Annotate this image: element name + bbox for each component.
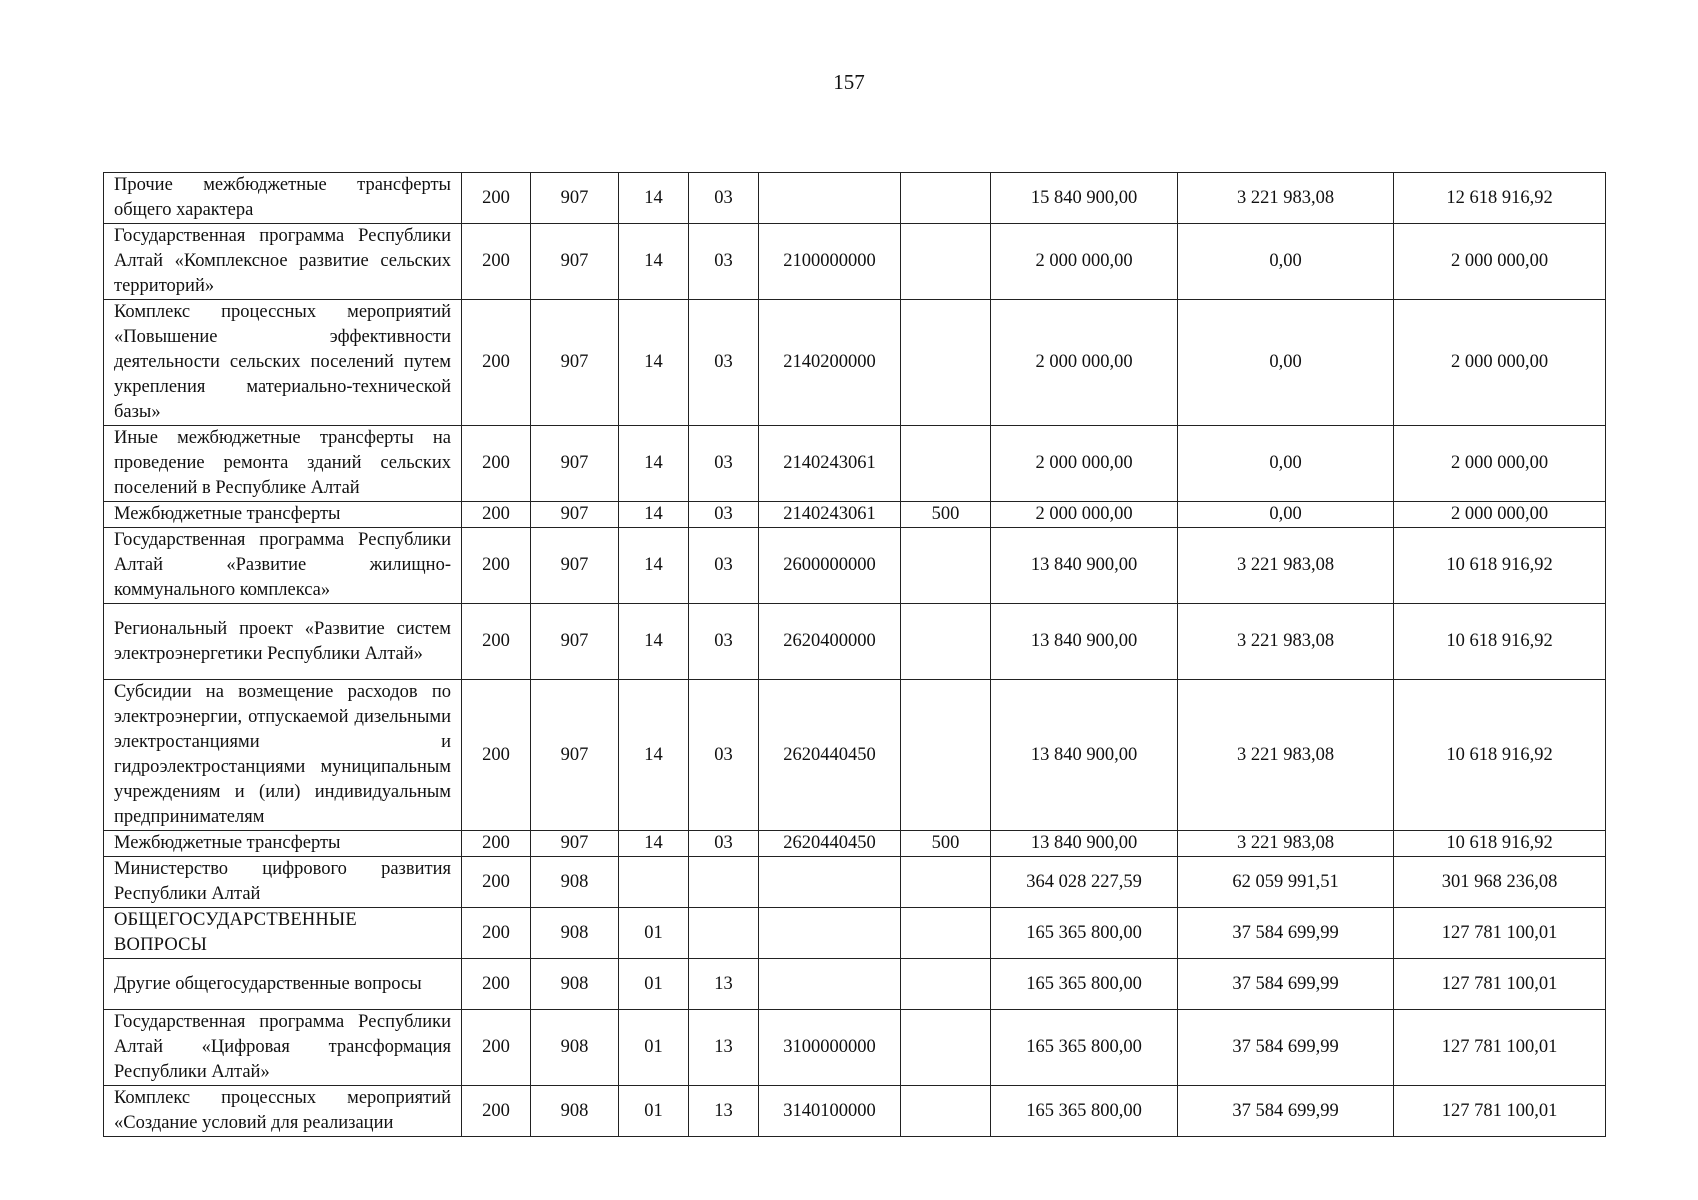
code-ministry: 907 [531,224,619,300]
amount-planned: 2 000 000,00 [991,300,1178,426]
amount-planned: 165 365 800,00 [991,1086,1178,1137]
table-row [104,959,1606,1010]
code-ministry: 907 [531,831,619,857]
code-section: 01 [619,908,689,959]
amount-planned: 165 365 800,00 [991,959,1178,1010]
row-name: Министерство цифрового развития Республики Алтай [104,857,462,908]
code-admin: 200 [462,857,531,908]
table-row [104,908,1606,959]
code-expense-type [901,680,991,831]
code-subsection: 13 [689,1010,759,1086]
code-expense-type [901,604,991,680]
table-row [104,502,1606,528]
amount-executed: 3 221 983,08 [1178,173,1394,224]
row-name: Региональный проект «Развитие систем электроэнергетики Республики Алтай» [104,604,462,680]
amount-remaining: 12 618 916,92 [1394,173,1606,224]
amount-remaining: 127 781 100,01 [1394,1086,1606,1137]
code-ministry: 907 [531,528,619,604]
code-expense-type [901,908,991,959]
code-admin: 200 [462,908,531,959]
code-ministry: 908 [531,1010,619,1086]
code-subsection: 03 [689,831,759,857]
code-ministry: 908 [531,857,619,908]
table-row [104,173,1606,224]
code-target [759,857,901,908]
amount-remaining: 2 000 000,00 [1394,426,1606,502]
code-target: 2620440450 [759,680,901,831]
code-admin: 200 [462,528,531,604]
amount-remaining: 2 000 000,00 [1394,502,1606,528]
code-section: 14 [619,680,689,831]
table-row [104,1086,1606,1137]
code-admin: 200 [462,300,531,426]
amount-planned: 13 840 900,00 [991,831,1178,857]
amount-remaining: 301 968 236,08 [1394,857,1606,908]
code-target: 2620400000 [759,604,901,680]
code-subsection: 03 [689,680,759,831]
code-subsection: 03 [689,300,759,426]
code-admin: 200 [462,224,531,300]
amount-planned: 165 365 800,00 [991,1010,1178,1086]
code-ministry: 908 [531,908,619,959]
row-name: Государственная программа Республики Алтай «Комплексное развитие сельских территорий» [104,224,462,300]
code-expense-type [901,1010,991,1086]
code-expense-type [901,224,991,300]
amount-remaining: 10 618 916,92 [1394,831,1606,857]
code-expense-type: 500 [901,831,991,857]
code-section: 14 [619,831,689,857]
code-subsection: 13 [689,959,759,1010]
code-target: 2100000000 [759,224,901,300]
amount-executed: 3 221 983,08 [1178,680,1394,831]
code-target [759,908,901,959]
code-section: 14 [619,604,689,680]
code-admin: 200 [462,1086,531,1137]
code-subsection: 03 [689,528,759,604]
table-row [104,300,1606,426]
amount-remaining: 127 781 100,01 [1394,1010,1606,1086]
amount-remaining: 10 618 916,92 [1394,680,1606,831]
amount-executed: 37 584 699,99 [1178,1086,1394,1137]
amount-executed: 3 221 983,08 [1178,831,1394,857]
code-subsection: 03 [689,502,759,528]
code-ministry: 908 [531,959,619,1010]
amount-executed: 37 584 699,99 [1178,959,1394,1010]
code-target [759,173,901,224]
code-section: 14 [619,173,689,224]
code-section: 01 [619,1010,689,1086]
code-ministry: 908 [531,1086,619,1137]
code-expense-type [901,300,991,426]
amount-executed: 37 584 699,99 [1178,908,1394,959]
code-admin: 200 [462,173,531,224]
code-subsection: 03 [689,426,759,502]
code-section: 14 [619,224,689,300]
code-section: 01 [619,959,689,1010]
amount-remaining: 2 000 000,00 [1394,224,1606,300]
amount-executed: 3 221 983,08 [1178,528,1394,604]
code-target: 3140100000 [759,1086,901,1137]
code-subsection [689,857,759,908]
code-expense-type [901,857,991,908]
code-ministry: 907 [531,173,619,224]
code-target: 2600000000 [759,528,901,604]
code-section: 14 [619,528,689,604]
amount-remaining: 127 781 100,01 [1394,959,1606,1010]
code-section [619,857,689,908]
code-section: 14 [619,300,689,426]
amount-planned: 2 000 000,00 [991,224,1178,300]
code-admin: 200 [462,831,531,857]
page-number: 157 [833,70,865,94]
amount-executed: 3 221 983,08 [1178,604,1394,680]
code-ministry: 907 [531,502,619,528]
table-row [104,857,1606,908]
code-target: 2620440450 [759,831,901,857]
code-ministry: 907 [531,604,619,680]
code-admin: 200 [462,1010,531,1086]
amount-executed: 0,00 [1178,502,1394,528]
table-row [104,604,1606,680]
code-section: 14 [619,502,689,528]
code-section: 14 [619,426,689,502]
code-expense-type [901,959,991,1010]
amount-remaining: 10 618 916,92 [1394,528,1606,604]
table-row [104,680,1606,831]
code-subsection: 03 [689,173,759,224]
row-name: Государственная программа Республики Алтай «Развитие жилищно-коммунального комплекса» [104,528,462,604]
amount-planned: 13 840 900,00 [991,680,1178,831]
code-ministry: 907 [531,426,619,502]
code-admin: 200 [462,426,531,502]
amount-planned: 13 840 900,00 [991,604,1178,680]
table-row [104,426,1606,502]
amount-planned: 165 365 800,00 [991,908,1178,959]
code-admin: 200 [462,959,531,1010]
amount-executed: 0,00 [1178,426,1394,502]
code-target: 2140200000 [759,300,901,426]
budget-table [103,172,1606,1137]
amount-planned: 13 840 900,00 [991,528,1178,604]
amount-planned: 2 000 000,00 [991,426,1178,502]
code-expense-type: 500 [901,502,991,528]
code-admin: 200 [462,502,531,528]
row-name: ОБЩЕГОСУДАРСТВЕННЫЕ ВОПРОСЫ [104,908,462,959]
table-row [104,1010,1606,1086]
code-expense-type [901,1086,991,1137]
row-name: Межбюджетные трансферты [104,831,462,857]
amount-remaining: 127 781 100,01 [1394,908,1606,959]
amount-planned: 364 028 227,59 [991,857,1178,908]
amount-planned: 2 000 000,00 [991,502,1178,528]
table-row [104,831,1606,857]
code-subsection: 03 [689,604,759,680]
code-expense-type [901,528,991,604]
code-subsection: 03 [689,224,759,300]
row-name: Межбюджетные трансферты [104,502,462,528]
amount-remaining: 10 618 916,92 [1394,604,1606,680]
table-row [104,528,1606,604]
code-section: 01 [619,1086,689,1137]
code-admin: 200 [462,604,531,680]
amount-executed: 0,00 [1178,300,1394,426]
amount-executed: 62 059 991,51 [1178,857,1394,908]
row-name: Комплекс процессных мероприятий «Повышение эффективности деятельности сельских поселений путем укрепления материально-технической базы» [104,300,462,426]
row-name: Субсидии на возмещение расходов по электроэнергии, отпускаемой дизельными электростанциями и гидроэлектростанциями муниципальным учреждениям и (или) индивидуальным предпринимателям [104,680,462,831]
row-name: Комплекс процессных мероприятий «Создание условий для реализации [104,1086,462,1137]
table-row [104,224,1606,300]
code-admin: 200 [462,680,531,831]
code-subsection [689,908,759,959]
row-name: Государственная программа Республики Алтай «Цифровая трансформация Республики Алтай» [104,1010,462,1086]
amount-executed: 37 584 699,99 [1178,1010,1394,1086]
code-target [759,959,901,1010]
row-name: Прочие межбюджетные трансферты общего характера [104,173,462,224]
code-ministry: 907 [531,300,619,426]
amount-remaining: 2 000 000,00 [1394,300,1606,426]
amount-planned: 15 840 900,00 [991,173,1178,224]
row-name: Иные межбюджетные трансферты на проведение ремонта зданий сельских поселений в Республике Алтай [104,426,462,502]
code-ministry: 907 [531,680,619,831]
code-expense-type [901,426,991,502]
code-target: 2140243061 [759,426,901,502]
amount-executed: 0,00 [1178,224,1394,300]
code-subsection: 13 [689,1086,759,1137]
code-expense-type [901,173,991,224]
code-target: 3100000000 [759,1010,901,1086]
row-name: Другие общегосударственные вопросы [104,959,462,1010]
code-target: 2140243061 [759,502,901,528]
